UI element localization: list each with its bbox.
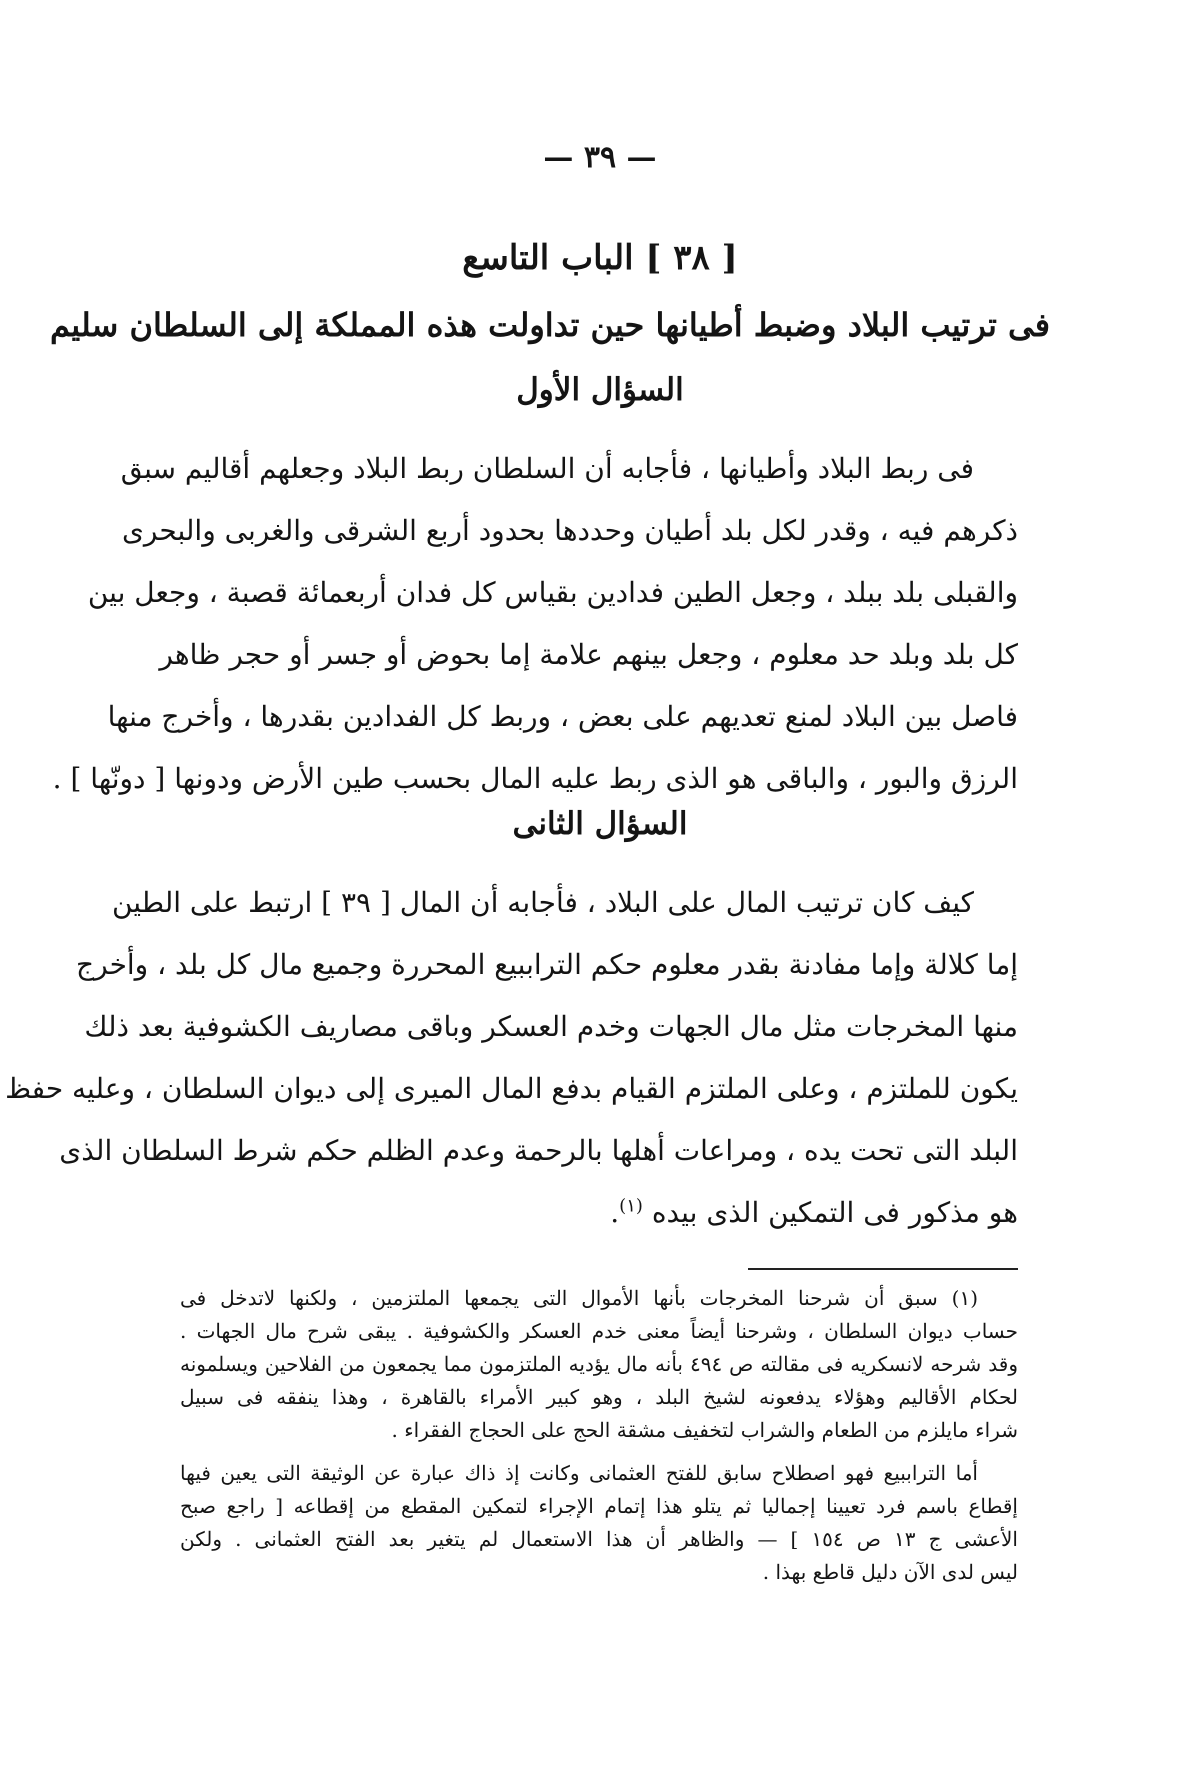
chapter-subtitle: فى ترتيب البلاد وضبط أطيانها حين تداولت هذه المملكة إلى السلطان سليم	[50, 306, 1050, 344]
footnote-reference-marker[interactable]: (١)	[619, 1195, 643, 1217]
body-line: يكون للملتزم ، وعلى الملتزم القيام بدفع المال الميرى إلى ديوان السلطان ، وعليه حفظ	[5, 1072, 1018, 1105]
footnote-line: حساب ديوان السلطان ، وشرحنا أيضاً معنى خدم العسكر والكشوفية . يبقى شرح مال الجهات .	[180, 1319, 1018, 1343]
body-line: فاصل بين البلاد لمنع تعديهم على بعض ، وربط كل الفدادين بقدرها ، وأخرج منها	[107, 700, 1018, 733]
footnote-line: ليس لدى الآن دليل قاطع بهذا .	[762, 1560, 1018, 1584]
footnote-line: الأعشى ج ١٣ ص ١٥٤ ] — والظاهر أن هذا الاستعمال لم يتغير بعد الفتح العثمانى . ولكن	[180, 1527, 1018, 1551]
body-line: منها المخرجات مثل مال الجهات وخدم العسكر وباقى مصاريف الكشوفية بعد ذلك	[84, 1010, 1018, 1043]
closing-period: .	[610, 1196, 620, 1229]
footnote-divider	[748, 1268, 1018, 1270]
body-line-text: هو مذكور فى التمكين الذى بيده	[651, 1196, 1018, 1229]
body-line: كيف كان ترتيب المال على البلاد ، فأجابه أن المال [ ٣٩ ] ارتبط على الطين	[111, 886, 974, 919]
page-number: — ٣٩ —	[543, 140, 657, 175]
section-body-question-1	[52, 438, 1018, 810]
footnotes	[180, 1282, 1018, 1589]
body-line: البلد التى تحت يده ، ومراعات أهلها بالرحمة وعدم الظلم حكم شرط السلطان الذى	[59, 1134, 1018, 1167]
body-line: الرزق والبور ، والباقى هو الذى ربط عليه المال بحسب طين الأرض ودونها [ دونّها ] .	[52, 762, 1018, 795]
body-line: ذكرهم فيه ، وقدر لكل بلد أطيان وحددها بحدود أربع الشرقى والغربى والبحرى	[122, 514, 1018, 547]
body-line: إما كلالة وإما مفادنة بقدر معلوم حكم التراببيع المحررة وجميع مال كل بلد ، وأخرج	[76, 948, 1018, 981]
body-line-last	[180, 1182, 1018, 1244]
section-heading-question-1: السؤال الأول	[516, 372, 684, 408]
footnote-line: إقطاع باسم فرد تعيينا إجماليا ثم يتلو هذا إتمام الإجراء لتمكين المقطع من إقطاعه [ راجع صبح	[180, 1494, 1018, 1518]
section-heading-question-2: السؤال الثانى	[512, 806, 688, 842]
footnote-line: (١) سبق أن شرحنا المخرجات بأنها الأموال التى يجمعها الملتزمين ، ولكنها لاتدخل فى	[180, 1286, 978, 1310]
footnote-line: أما التراببيع فهو اصطلاح سابق للفتح العثمانى وكانت إذ ذاك عبارة عن الوثيقة التى يعين فيها	[180, 1461, 978, 1485]
body-line: والقبلى بلد ببلد ، وجعل الطين فدادين بقياس كل فدان أربعمائة قصبة ، وجعل بين	[87, 576, 1018, 609]
chapter-title: [ ٣٨ ] الباب التاسع	[462, 238, 738, 278]
section-body-question-2	[5, 872, 1018, 1244]
footnote-line: لحكام الأقاليم وهؤلاء يدفعونه لشيخ البلد ، وهو كبير الأمراء بالقاهرة ، وهذا ينفقه فى سبيل	[180, 1385, 1018, 1409]
footnote-gap	[180, 1447, 1018, 1457]
footnote-line: وقد شرحه لانسكريه فى مقالته ص ٤٩٤ بأنه مال يؤديه الملتزمون مما يجمعون من الفلاحين ويسلمونه	[180, 1352, 1018, 1376]
body-line: فى ربط البلاد وأطيانها ، فأجابه أن السلطان ربط البلاد وجعلهم أقاليم سبق	[120, 452, 974, 485]
footnote-line: شراء مايلزم من الطعام والشراب لتخفيف مشقة الحج على الحجاج الفقراء .	[391, 1418, 1018, 1442]
body-line: كل بلد وبلد حد معلوم ، وجعل بينهم علامة إما بحوض أو جسر أو حجر ظاهر	[159, 638, 1018, 671]
